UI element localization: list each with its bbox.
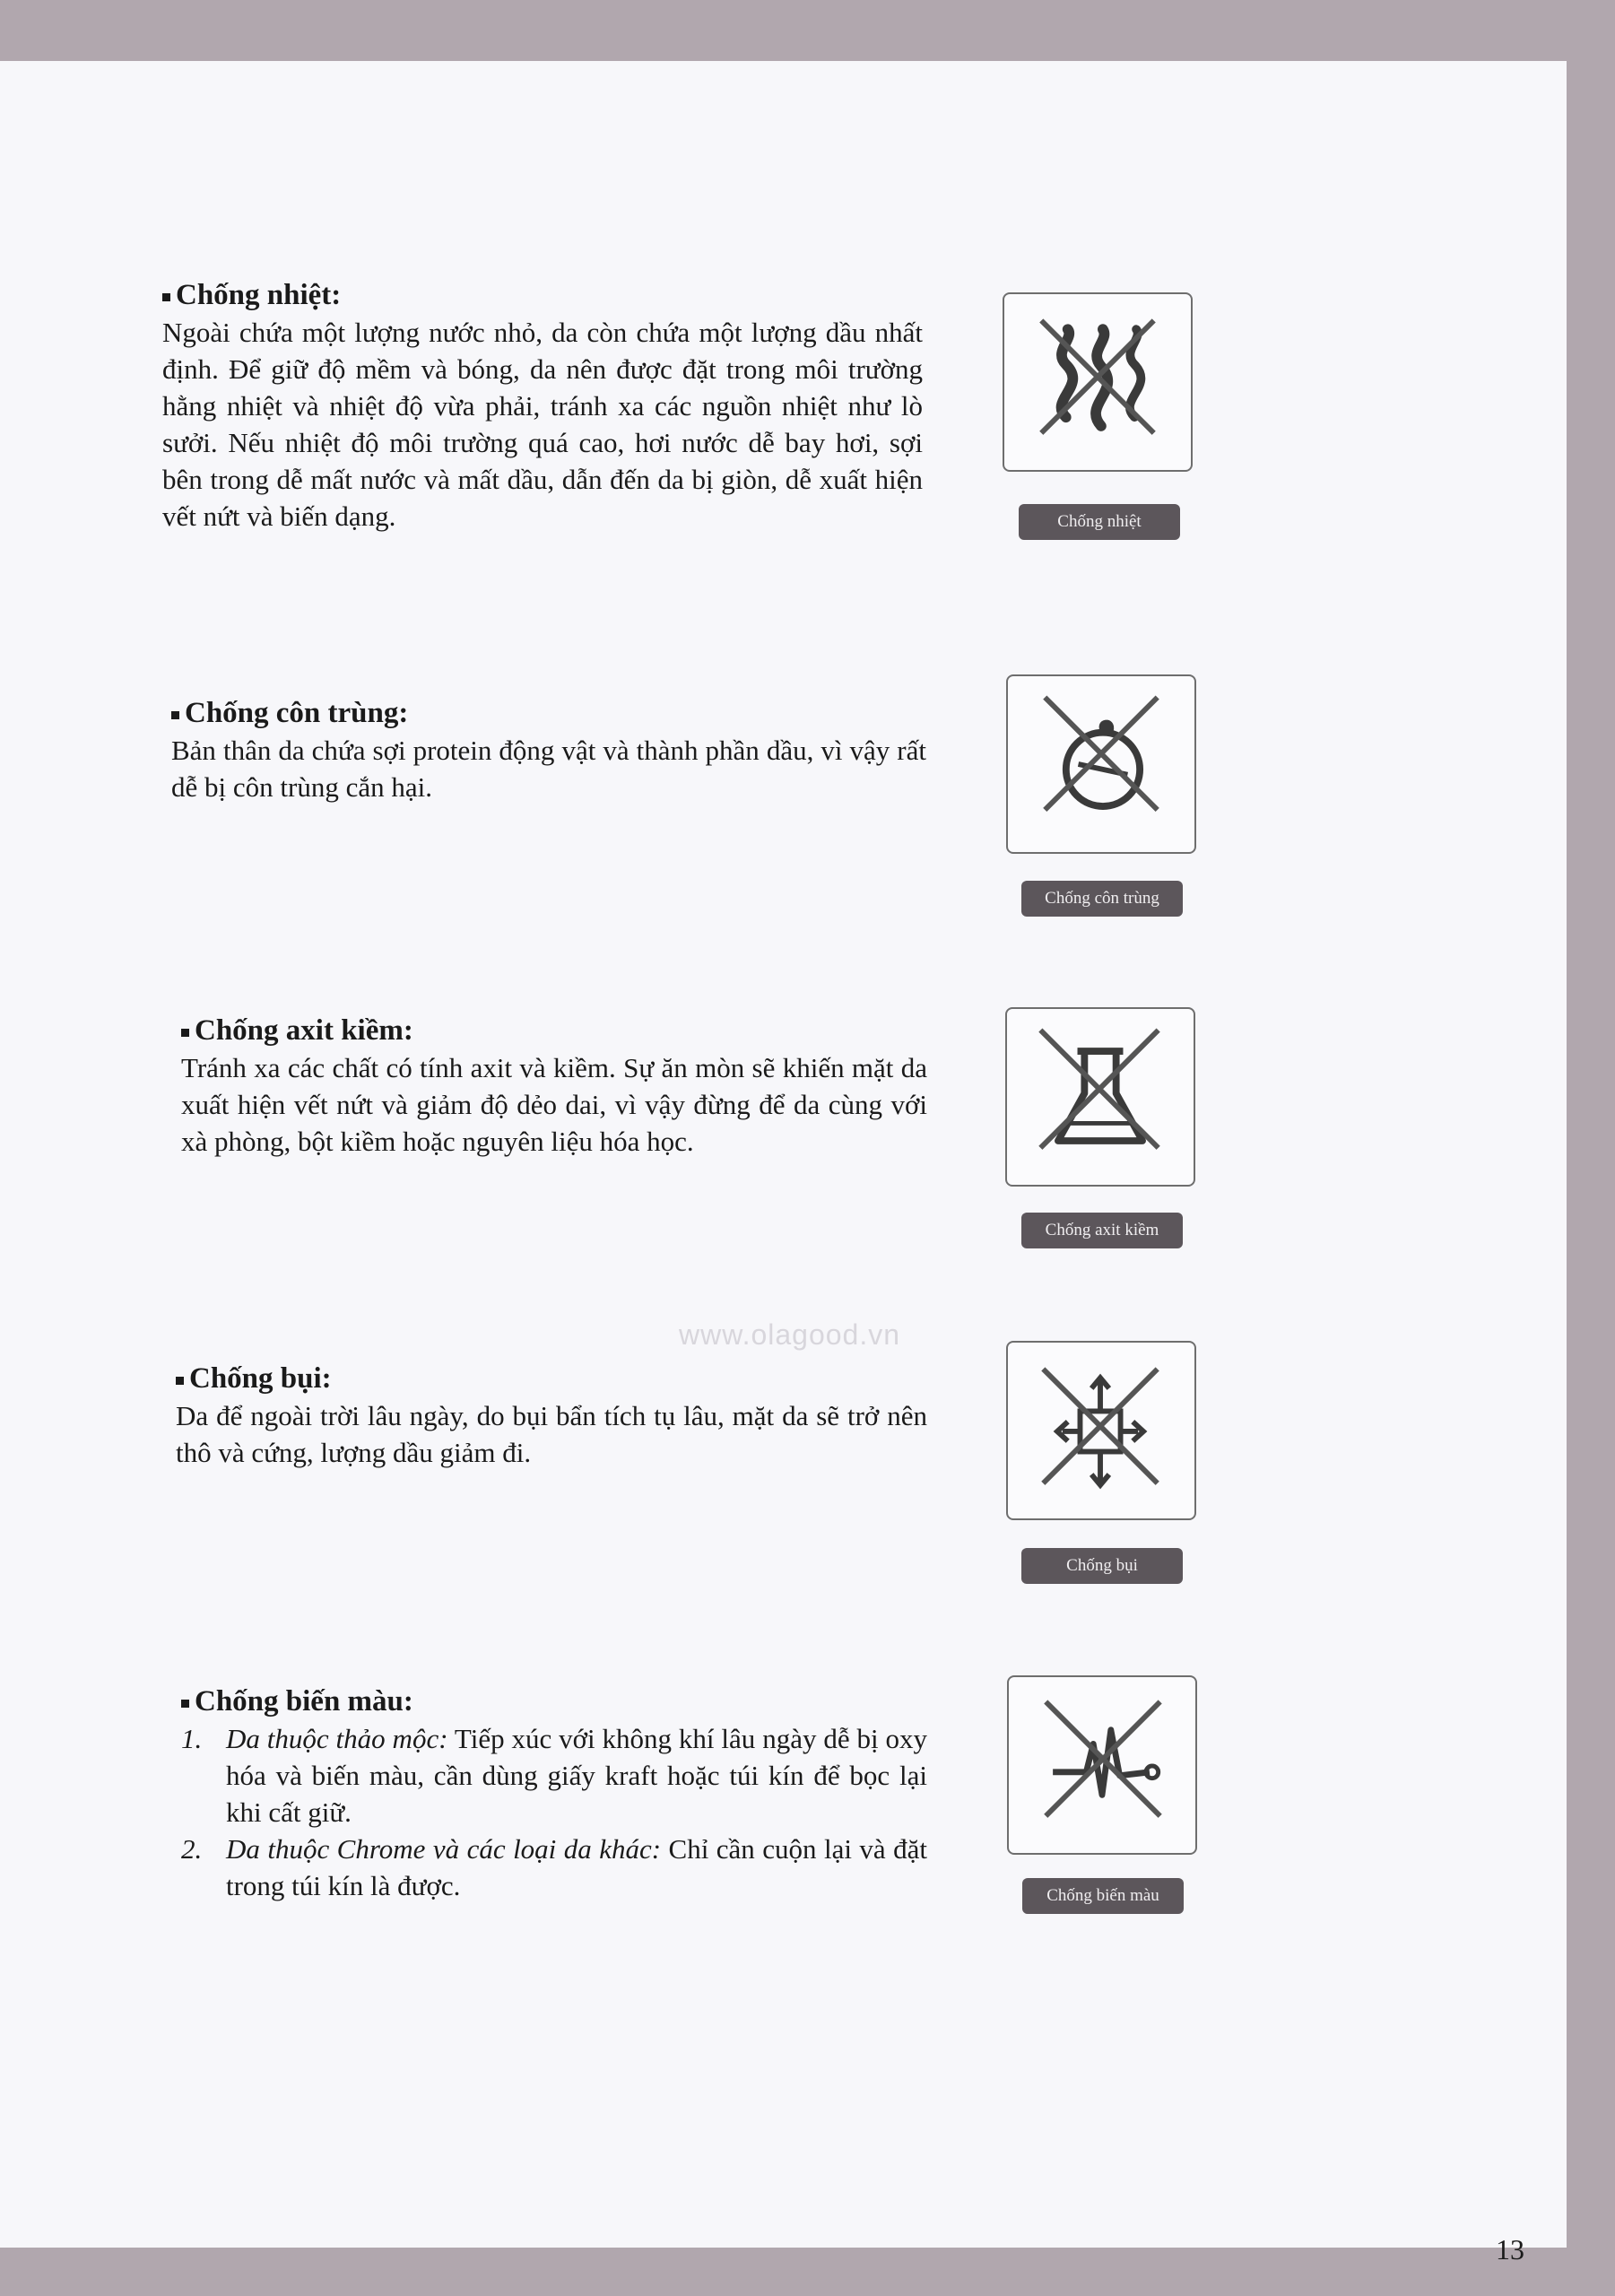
list-item-lead: Da thuộc Chrome và các loại da khác: — [226, 1833, 662, 1865]
section-heading — [176, 1360, 927, 1397]
section-dust — [176, 1360, 927, 1471]
section-body: Bản thân da chứa sợi protein động vật và thành phần dầu, vì vậy rất dễ bị côn trùng cắn hại. — [171, 735, 926, 803]
icon-caption: Chống côn trùng — [1021, 881, 1183, 917]
section-heading — [181, 1683, 927, 1720]
section-acid-alkali — [181, 1012, 927, 1160]
section-body: Da để ngoài trời lâu ngày, do bụi bẩn tích tụ lâu, mặt da sẽ trở nên thô và cứng, lượng dầu giảm đi. — [176, 1400, 927, 1468]
numbered-list — [181, 1720, 927, 1904]
heading-text: Chống côn trùng: — [185, 697, 409, 729]
section-heat — [162, 276, 923, 535]
section-body: Ngoài chứa một lượng nước nhỏ, da còn chứa một lượng dầu nhất định. Để giữ độ mềm và bóng, da nên được đặt trong môi trường hằng nhiệt và nhiệt độ vừa phải, tránh xa các nguồn nhiệt như lò sưởi. Nếu nhiệt độ môi trường quá cao, hơi nước dễ bay hơi, sợi bên trong dễ mất nước và mất dầu, dẫn đến da bị giòn, dễ xuất hiện vết nứt và biến dạng. — [162, 317, 923, 532]
section-heading — [171, 694, 926, 732]
no-insect-icon — [1006, 674, 1196, 854]
section-body: Tránh xa các chất có tính axit và kiềm. Sự ăn mòn sẽ khiến mặt da xuất hiện vết nứt và giảm độ dẻo dai, vì vậy đừng để da cùng với xà phòng, bột kiềm hoặc nguyên liệu hóa học. — [181, 1052, 927, 1157]
heading-text: Chống nhiệt: — [176, 279, 342, 311]
list-item-detail: Chỉ cần cuộn lại và đặt trong túi kín là được. — [226, 1833, 928, 1901]
no-dust-icon — [1006, 1341, 1196, 1520]
section-insect — [171, 694, 926, 805]
watermark: www.olagood.vn — [679, 1318, 901, 1351]
no-discoloration-icon — [1007, 1675, 1197, 1855]
no-chemical-flask-icon — [1005, 1007, 1195, 1187]
icon-caption: Chống biến màu — [1022, 1878, 1184, 1914]
icon-caption: Chống axit kiềm — [1021, 1213, 1183, 1248]
no-heat-icon — [1003, 292, 1193, 472]
list-item-text — [226, 1831, 927, 1904]
list-item — [181, 1831, 927, 1904]
heading-text: Chống axit kiềm: — [195, 1014, 413, 1047]
list-number: 2. — [181, 1833, 203, 1865]
bullet-marker — [171, 711, 179, 719]
bullet-marker — [162, 293, 170, 301]
section-discoloration — [181, 1683, 927, 1904]
list-item-lead: Da thuộc thảo mộc: — [226, 1723, 448, 1754]
heading-text: Chống biến màu: — [195, 1685, 413, 1718]
icon-caption: Chống nhiệt — [1019, 504, 1180, 540]
list-item-detail: Tiếp xúc với không khí lâu ngày dễ bị oxy hóa và biến màu, cần dùng giấy kraft hoặc túi kín để bọc lại khi cất giữ. — [226, 1723, 928, 1828]
page-number: 13 — [1496, 2233, 1524, 2266]
list-item — [181, 1720, 927, 1831]
bullet-marker — [181, 1029, 189, 1037]
document-page — [0, 61, 1567, 2266]
section-heading — [162, 276, 923, 314]
heading-text: Chống bụi: — [189, 1362, 332, 1395]
list-number: 1. — [181, 1723, 203, 1754]
bullet-marker — [176, 1377, 184, 1385]
bullet-marker — [181, 1700, 189, 1708]
icon-caption: Chống bụi — [1021, 1548, 1183, 1584]
list-item-text — [226, 1720, 927, 1831]
section-heading — [181, 1012, 927, 1049]
